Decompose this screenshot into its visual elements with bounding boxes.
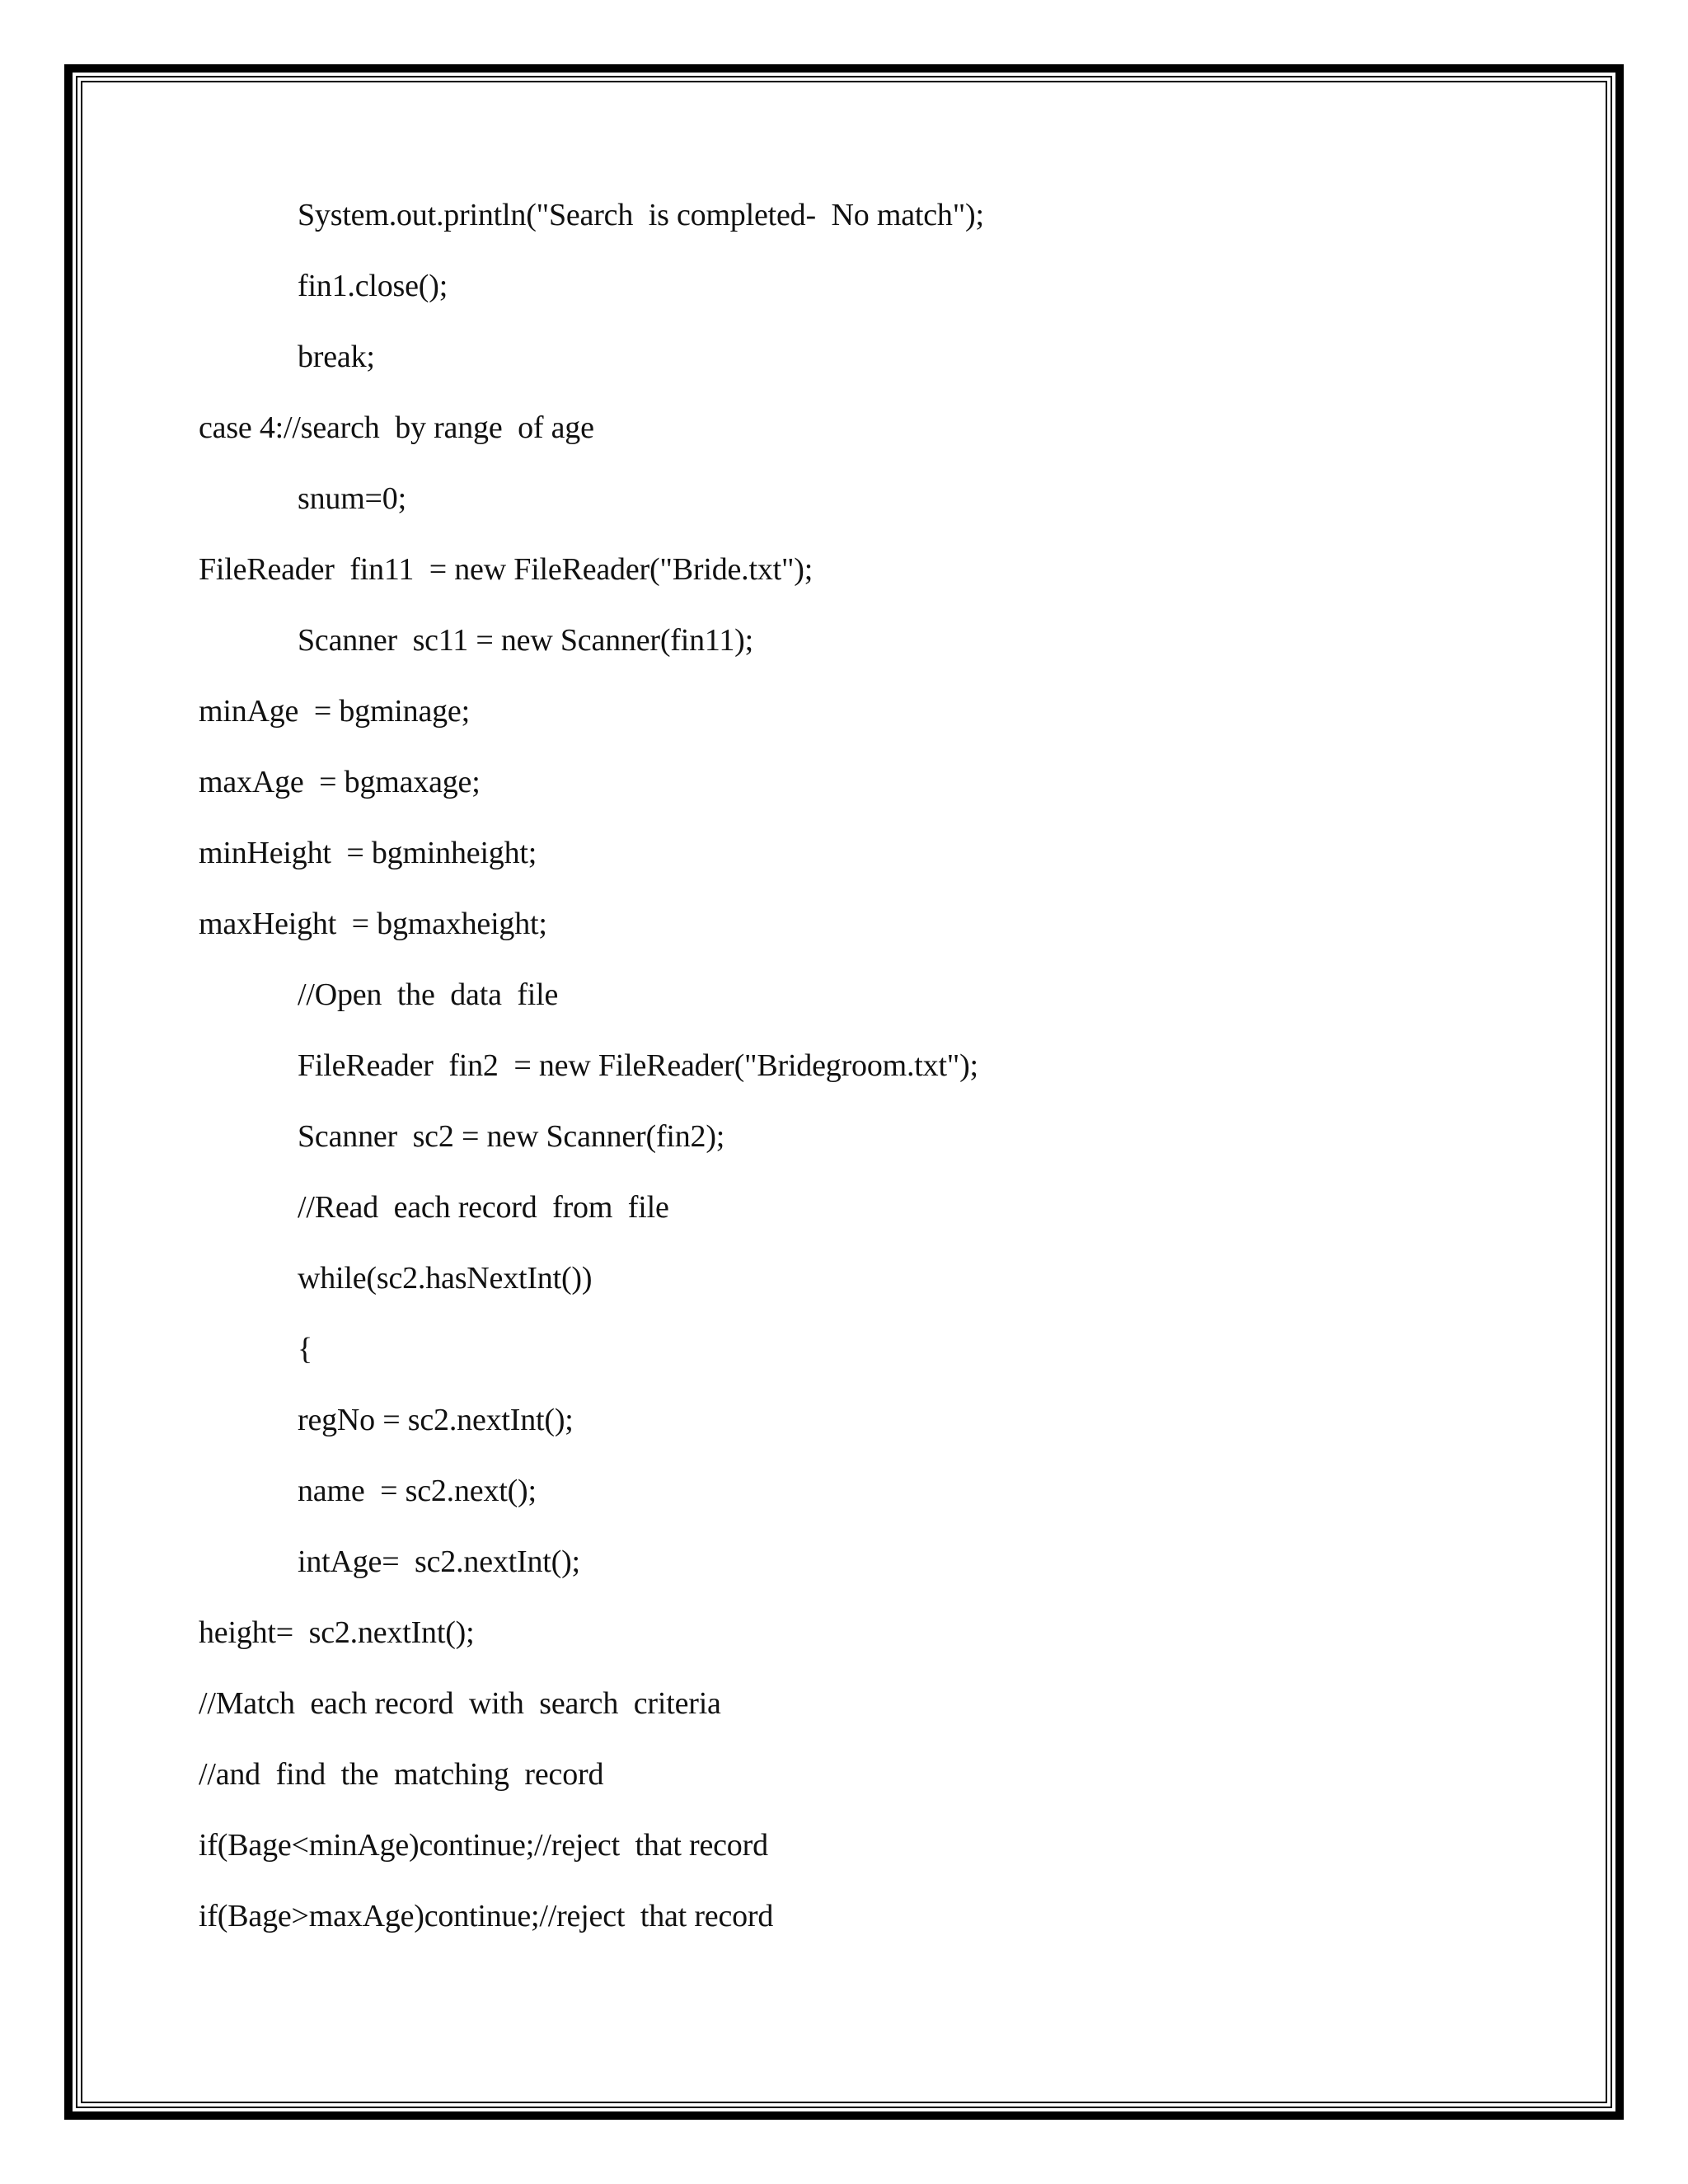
code-line: height= sc2.nextInt(); [199, 1615, 475, 1650]
code-line: while(sc2.hasNextInt()) [298, 1261, 593, 1296]
code-line: Scanner sc2 = new Scanner(fin2); [298, 1119, 725, 1154]
code-line: minAge = bgminage; [199, 694, 470, 729]
code-line: maxHeight = bgmaxheight; [199, 907, 547, 941]
code-line: //Read each record from file [298, 1190, 669, 1225]
code-line: //and find the matching record [199, 1757, 604, 1792]
code-line: maxAge = bgmaxage; [199, 765, 481, 799]
code-line: FileReader fin2 = new FileReader("Bridegroom.txt"); [298, 1048, 978, 1083]
code-line: minHeight = bgminheight; [199, 836, 537, 870]
code-line: //Match each record with search criteria [199, 1686, 721, 1721]
code-line: break; [298, 340, 375, 374]
code-line: { [298, 1332, 313, 1366]
code-line: regNo = sc2.nextInt(); [298, 1403, 574, 1437]
code-line: case 4://search by range of age [199, 410, 594, 445]
code-line: fin1.close(); [298, 269, 448, 303]
code-line: snum=0; [298, 481, 406, 516]
code-line: Scanner sc11 = new Scanner(fin11); [298, 623, 753, 658]
code-line: System.out.println("Search is completed- No match"); [298, 198, 984, 232]
code-line: FileReader fin11 = new FileReader("Bride.txt"); [199, 552, 814, 587]
code-line: if(Bage>maxAge)continue;//reject that record [199, 1899, 774, 1933]
code-line: if(Bage<minAge)continue;//reject that record [199, 1828, 768, 1863]
code-line: //Open the data file [298, 977, 559, 1012]
code-line: intAge= sc2.nextInt(); [298, 1544, 580, 1579]
code-line: name = sc2.next(); [298, 1474, 537, 1508]
